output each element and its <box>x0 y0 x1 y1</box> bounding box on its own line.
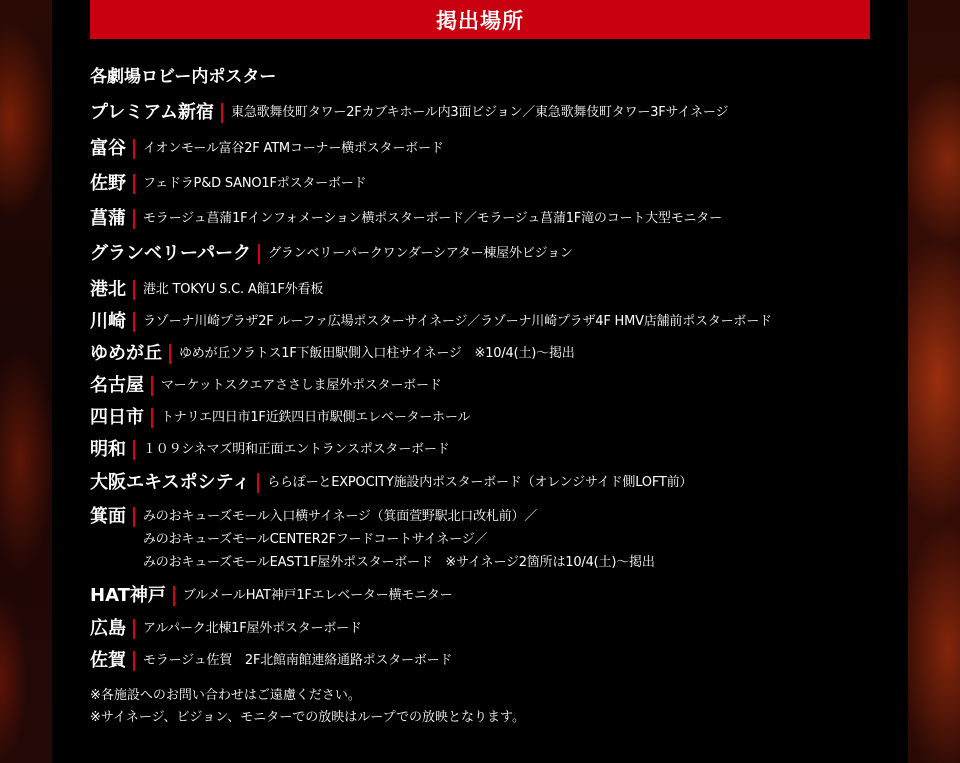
venue-detail-line: みのおキューズモール入口横サイネージ（箕面萱野駅北口改札前）／ <box>143 509 538 524</box>
venue-name: 名古屋 <box>90 375 144 396</box>
venue-name: 川崎 <box>90 311 126 332</box>
venue-detail-line: みのおキューズモールEAST1F屋外ポスターボード ※サイネージ2箇所は10/4(土)～掲出 <box>143 555 655 570</box>
venue-name: 箕面 <box>90 506 126 527</box>
venue-detail: ゆめが丘ソラトス1F下飯田駅側入口柱サイネージ ※10/4(土)～掲出 <box>179 346 575 361</box>
flame-background-right <box>908 0 960 763</box>
venue-name: 佐野 <box>90 173 126 194</box>
red-separator <box>133 209 135 229</box>
venue-row-sano <box>90 172 890 207</box>
venue-detail: アルパーク北棟1F屋外ポスターボード <box>143 621 362 636</box>
venue-row-hat-kobe <box>90 584 890 617</box>
venue-detail: イオンモール富谷2F ATMコーナー横ポスターボード <box>143 141 444 156</box>
venue-detail: １０９シネマズ明和正面エントランスポスターボード <box>143 442 450 457</box>
red-separator <box>133 174 135 194</box>
red-separator <box>257 473 259 493</box>
venue-row-granberry-park <box>90 242 890 278</box>
red-separator <box>258 244 260 264</box>
venue-row-minoh <box>90 505 890 584</box>
venue-detail: モラージュ菖蒲1Fインフォメーション横ポスターボード／モラージュ菖蒲1F滝のコート大型モニター <box>143 211 722 226</box>
venue-name: 広島 <box>90 618 126 639</box>
red-separator <box>133 507 135 527</box>
venue-name: グランベリーパーク <box>90 243 252 264</box>
venue-detail: 港北 TOKYU S.C. A館1F外看板 <box>143 282 324 297</box>
venue-name: 富谷 <box>90 138 126 159</box>
venue-detail: ブルメールHAT神戸1Fエレベーター横モニター <box>182 588 453 603</box>
venue-row-tomiya <box>90 137 890 172</box>
venue-name: 港北 <box>90 279 126 300</box>
venue-name: 菖蒲 <box>90 208 126 229</box>
red-separator <box>221 103 223 123</box>
red-separator <box>169 344 171 364</box>
notes <box>90 685 890 729</box>
note-line: ※サイネージ、ビジョン、モニターでの放映はループでの放映となります。 <box>90 710 525 725</box>
venue-detail: グランベリーパークワンダーシアター棟屋外ビジョン <box>268 246 573 261</box>
venue-row-premium-shinjuku <box>90 101 890 137</box>
red-separator <box>133 619 135 639</box>
venue-row-kawasaki <box>90 310 890 342</box>
venue-detail <box>143 505 655 574</box>
red-separator <box>133 312 135 332</box>
note-line: ※各施設へのお問い合わせはご遠慮ください。 <box>90 688 361 703</box>
venue-name: ゆめが丘 <box>90 343 162 364</box>
red-separator <box>173 586 175 606</box>
venue-detail: ラゾーナ川崎プラザ2F ルーファ広場ポスターサイネージ／ラゾーナ川崎プラザ4F HMV店舗前ポスターボード <box>143 314 772 329</box>
venue-row-kohoku <box>90 278 890 310</box>
venue-row-meiwa <box>90 438 890 471</box>
red-separator <box>133 280 135 300</box>
venue-name: プレミアム新宿 <box>90 102 215 123</box>
venue-row-nagoya <box>90 374 890 406</box>
flame-background-left <box>0 0 52 763</box>
venue-detail: マーケットスクエアささしま屋外ポスターボード <box>161 378 442 393</box>
red-separator <box>133 651 135 671</box>
venue-detail-line: みのおキューズモールCENTER2Fフードコートサイネージ／ <box>143 532 488 547</box>
venue-detail: 東急歌舞伎町タワー2Fカブキホール内3面ビジョン／東急歌舞伎町タワー3Fサイネージ <box>231 105 729 120</box>
venue-detail: トナリエ四日市1F近鉄四日市駅側エレベーターホール <box>161 410 471 425</box>
venue-row-yokkaichi <box>90 406 890 438</box>
venue-detail: ららぽーとEXPOCITY施設内ポスターボード（オレンジサイド側LOFT前） <box>267 475 693 490</box>
venue-row-osaka-expocity <box>90 471 890 505</box>
red-separator <box>151 408 153 428</box>
intro-text: 各劇場ロビー内ポスター <box>90 67 277 87</box>
location-list <box>90 62 890 729</box>
red-separator <box>133 440 135 460</box>
venue-name: 佐賀 <box>90 650 126 671</box>
venue-name: 大阪エキスポシティ <box>90 472 251 493</box>
venue-name: HAT神戸 <box>90 585 166 606</box>
venue-detail: フェドラP&D SANO1Fポスターボード <box>143 176 367 191</box>
venue-name: 明和 <box>90 439 126 460</box>
venue-row-shobu <box>90 207 890 242</box>
venue-name: 四日市 <box>90 407 144 428</box>
venue-row-saga <box>90 649 890 677</box>
venue-row-hiroshima <box>90 617 890 649</box>
section-header <box>90 0 870 39</box>
red-separator <box>151 376 153 396</box>
venue-row-yumegaoka <box>90 342 890 374</box>
section-title: 掲出場所 <box>436 8 524 33</box>
venue-detail: モラージュ佐賀 2F北館南館連絡通路ポスターボード <box>143 653 453 668</box>
red-separator <box>133 139 135 159</box>
